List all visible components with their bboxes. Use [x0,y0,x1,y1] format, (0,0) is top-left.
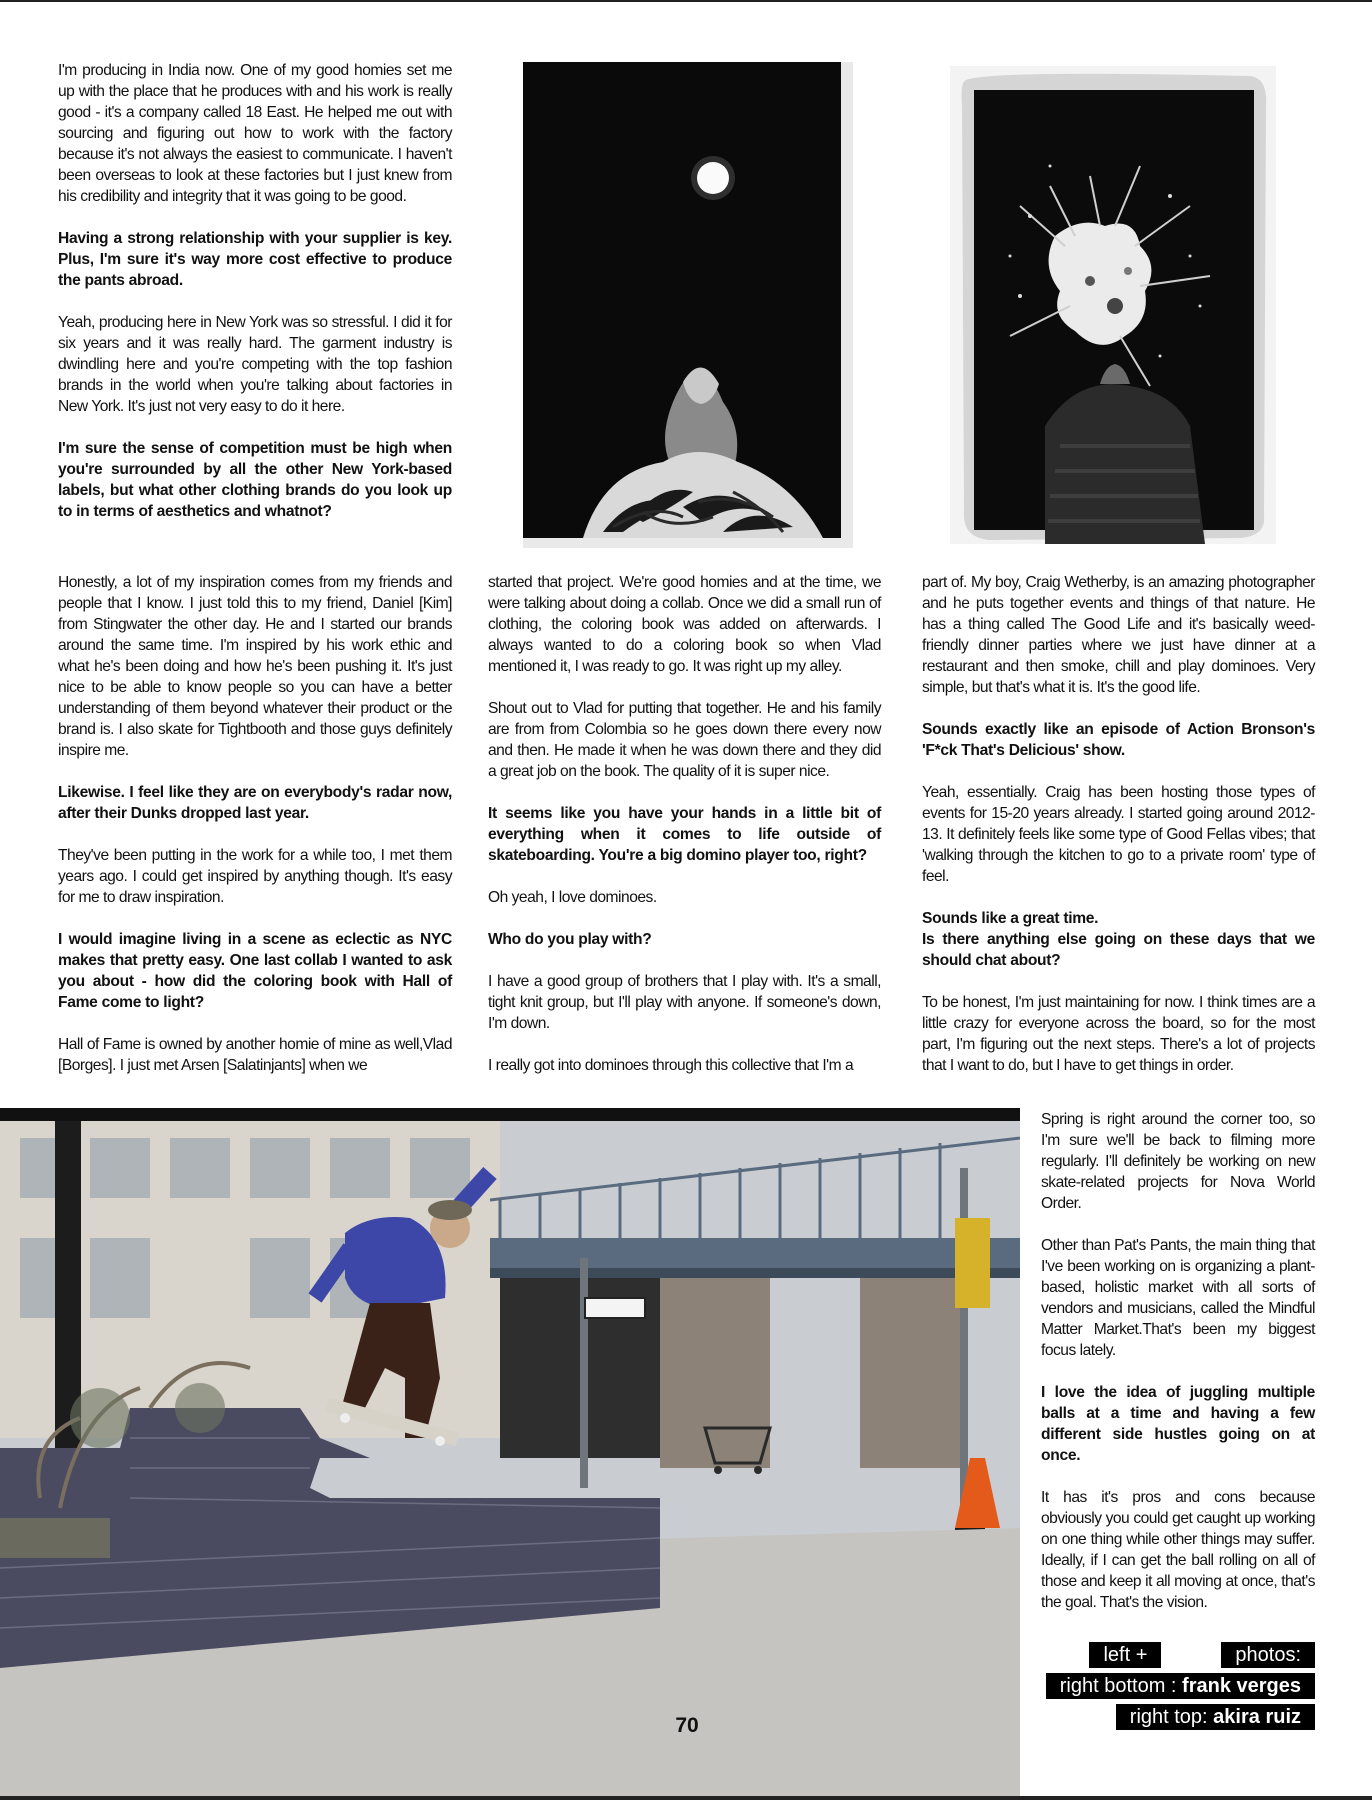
credit-akira-ruiz: akira ruiz [1213,1706,1301,1728]
column-1-top [58,60,452,522]
interview-answer: I have a good group of brothers that I play with. It's a small, tight knit group, but I'll play with anyone. If someone's down, I'm down. [488,973,881,1032]
credit-line-2 [1046,1671,1315,1702]
column-2 [488,572,881,1076]
interview-answer: Yeah, essentially. Craig has been hosting those types of events for 15-20 years already. I started going around 2012-13. It definitely feels like some type of Good Fellas vibes; that 'walking through the kitchen to go to a private room' type of feel. [922,784,1315,885]
photo-splash-portrait [950,66,1276,544]
interview-answer: Other than Pat's Pants, the main thing that I've been working on is organizing a plant-based, holistic market with all sorts of vendors and musicians, called the Mindful Matter Market.That's been my biggest focus lately. [1041,1237,1315,1359]
interview-question: Who do you play with? [488,931,652,948]
interview-answer: started that project. We're good homies and at the time, we were talking about doing a collab. Once we did a small run of clothing, the coloring book was added on afterwards. I always wanted to do a coloring book so when Vlad mentioned it, I was ready to go. It was right up my alley. [488,574,881,675]
column-4 [1041,1109,1315,1613]
interview-question: Likewise. I feel like they are on everybody's radar now, after their Dunks dropped last year. [58,784,452,822]
interview-question: Sounds like a great time. Is there anything else going on these days that we should chat about? [922,910,1315,969]
interview-answer: I'm producing in India now. One of my good homies set me up with the place that he produces with and his work is really good - it's a company called 18 East. He helped me out with sourcing and figuring out how to work with the factory because it's not always the easiest to communicate. I haven't been overseas to look at these factories but I just knew from his credibility and integrity that it was going to be good. [58,62,452,205]
bottom-rule [0,1796,1372,1800]
credit-right-top-label: right top: [1129,1706,1214,1728]
interview-question: Having a strong relationship with your supplier is key. Plus, I'm sure it's way more cost effective to produce the pants abroad. [58,230,452,289]
interview-answer: Yeah, producing here in New York was so stressful. I did it for six years and it was really hard. The garment industry is dwindling here and you're competing with the top fashion brands in the world when you're talking about factories in New York. It's just not very easy to do it here. [58,314,452,415]
interview-answer: part of. My boy, Craig Wetherby, is an amazing photographer and he puts together events and things of that nature. He has a thing called The Good Life and it's basically weed-friendly dinner parties where we just have dinner at a restaurant and then smoke, chill and play dominoes. Very simple, but that's what it is. It's the good life. [922,574,1315,696]
interview-answer: I really got into dominoes through this collective that I'm a [488,1057,854,1074]
interview-answer: Oh yeah, I love dominoes. [488,889,657,906]
top-rule [0,0,1372,2]
photo-top-border [0,1108,1020,1121]
interview-answer: Shout out to Vlad for putting that together. He and his family are from from Colombia so he goes down there every now and then. He made it when he was down there and they did a great job on the book. The quality of it is super nice. [488,700,881,780]
interview-answer: It has it's pros and cons because obviously you could get caught up working on one thing while other things may suffer. Ideally, if I can get the ball rolling on all of those and keep it all moving at once, that's the goal. That's the vision. [1041,1489,1315,1611]
credit-line-1 [1046,1640,1315,1671]
column-1-bottom [58,572,452,1076]
interview-question: It seems like you have your hands in a little bit of everything when it comes to life outside of skateboarding. You're a big domino player too, right? [488,805,881,864]
interview-question: Sounds exactly like an episode of Action Bronson's 'F*ck That's Delicious' show. [922,721,1315,759]
interview-answer: They've been putting in the work for a while too, I met them years ago. I could get inspired by anything though. It's easy for me to draw inspiration. [58,847,452,906]
credit-right-bottom-label: right bottom : [1059,1675,1183,1697]
photo-skateboarder [0,1108,1020,1800]
interview-question: I love the idea of juggling multiple balls at a time and having a few different side hustles going on at once. [1041,1384,1315,1464]
credit-left-label: left + [1103,1644,1148,1666]
interview-answer: Hall of Fame is owned by another homie of mine as well,Vlad [Borges]. I just met Arsen [Salatinjants] when we [58,1036,452,1074]
credit-line-3 [1046,1702,1315,1733]
column-3 [922,572,1315,1076]
photo-credits [1046,1640,1315,1733]
interview-answer: Spring is right around the corner too, so I'm sure we'll be back to filming more regularly. I'll definitely be working on new skate-related projects for Nova World Order. [1041,1111,1315,1212]
photo-marbled-portrait [523,62,853,548]
page-number: 70 [675,1714,699,1737]
interview-question: I would imagine living in a scene as eclectic as NYC makes that pretty easy. One last collab I wanted to ask you about - how did the coloring book with Hall of Fame come to light? [58,931,452,1011]
credit-frank-verges: frank verges [1182,1675,1301,1697]
credit-photos-label: photos: [1235,1644,1301,1666]
interview-answer: Honestly, a lot of my inspiration comes from my friends and people that I know. I just told this to my friend, Daniel [Kim] from Stingwater the other day. He and I started our brands around the same time. I'm inspired by his work ethic and what he's been doing and how he's been pushing it. It's just nice to be able to know people so you can have a better understanding of them beyond whatever their product or the brand is. I also skate for Tightbooth and those guys definitely inspire me. [58,574,452,759]
interview-answer: To be honest, I'm just maintaining for now. I think times are a little crazy for everyone across the board, so for the most part, I'm figuring out the next steps. There's a lot of projects that I want to do, but I have to get things in order. [922,994,1315,1074]
interview-question: I'm sure the sense of competition must be high when you're surrounded by all the other New York-based labels, but what other clothing brands do you look up to in terms of aesthetics and whatnot? [58,440,452,520]
